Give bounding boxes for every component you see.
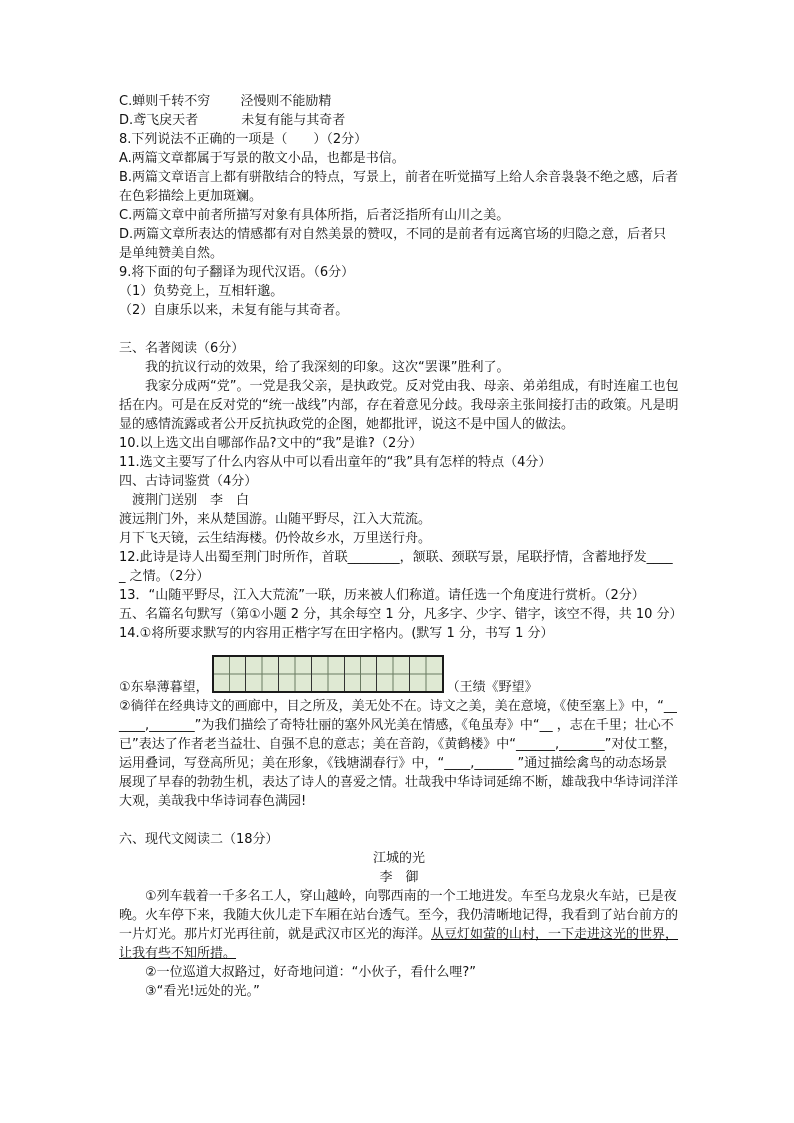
poem-title: 渡荆门送别 李 白 — [132, 493, 250, 508]
question-10: 10.以上选文出自哪部作品?文中的“我”是谁?（2分） — [119, 436, 423, 451]
question-12: 12.此诗是诗人出蜀至荆门时所作，首联________，颔联、颈联写景，尾联抒情，含蓄地抒发_____ 之情。（2分） — [119, 550, 673, 584]
passage-3-para-1: 我的抗议行动的效果，给了我深刻的印象。这次“罢课”胜利了。 — [145, 360, 510, 375]
tian-grid-cell[interactable] — [345, 657, 378, 691]
q9-item-1: （1）负势竞上，互相轩邈。 — [119, 284, 284, 299]
tian-grid-cell[interactable] — [410, 657, 442, 691]
q8-option-c: C.两篇文章中前者所描写对象有具体所指，后者泛指所有山川之美。 — [119, 208, 510, 223]
article-para-1-underlined: 从豆灯如萤的山村，一下走进这光的世界，让我有些不知所措。 — [119, 927, 679, 961]
q8-option-a: A.两篇文章都属于写景的散文小品，也都是书信。 — [119, 151, 405, 166]
q14-grid-row — [119, 649, 679, 697]
article-title: 江城的光 — [372, 851, 425, 866]
article-para-3: ③“看光!远处的光。” — [145, 984, 260, 999]
question-8: 8.下列说法不正确的一项是（ ）（2分） — [119, 132, 368, 147]
exam-content — [119, 92, 683, 1001]
q9-item-2: （2）自康乐以来，未复有能与其奇者。 — [119, 303, 349, 318]
poem-line-1: 渡远荆门外，来从楚国游。山随平野尽，江入大荒流。 — [119, 512, 432, 527]
tian-grid-cell[interactable] — [246, 657, 279, 691]
option-d-line: D.鸢飞戾天者 未复有能与其奇者 — [119, 113, 346, 128]
question-13: 13．“山随平野尽，江入大荒流”一联，历来被人们称道。请任选一个角度进行赏析。（2分） — [119, 588, 645, 603]
q14-1-source: （王绩《野望》 — [446, 680, 538, 695]
tian-grid-cell[interactable] — [279, 657, 312, 691]
article-para-1-text: ①列车载着一千多名工人，穿山越岭，向鄂西南的一个工地进发。车至乌龙泉火车站，已是夜晚。火车停下来，我随大伙儿走下车厢在站台透气。至今，我仍清晰地记得，我看到了站台前方的一片灯光。那片灯光再往前，就是武汉市区光的海洋。 — [119, 889, 679, 942]
section-5-heading: 五、名篇名句默写（第①小题 2 分，其余每空 1 分，凡多字、少字、错字，该空不得，共 10 分） — [119, 607, 683, 622]
section-6-heading: 六、现代文阅读二（18分） — [119, 832, 279, 847]
question-14: 14.①将所要求默写的内容用正楷字写在田字格内。(默写 1 分，书写 1 分） — [119, 626, 554, 641]
section-3-heading: 三、名著阅读（6分） — [119, 341, 245, 356]
question-9: 9.将下面的句子翻译为现代汉语。（6分） — [119, 265, 355, 280]
tian-grid-cell[interactable] — [214, 657, 247, 691]
article-para-2: ②一位巡道大叔路过，好奇地问道：“小伙子，看什么哩?” — [145, 965, 477, 980]
poem-line-2: 月下飞天镜，云生结海楼。仍怜故乡水，万里送行舟。 — [119, 531, 432, 546]
section-4-heading: 四、古诗词鉴赏（4分） — [119, 474, 258, 489]
q14-item-2: ②徜徉在经典诗文的画廊中，目之所及，美无处不在。诗文之美，美在意境，《使至塞上》中，“______,_______”为我们描绘了奇特壮丽的塞外风光美在情感，《龟虽寿》中“__ ，志在千里；壮心不已”表达了作者老当益壮、自强不息的意志；美在音韵，《黄鹤楼》中“______,_______”对仗工整，运用叠词，写登高所见；美在形象，《钱塘湖春行》中，“____,______ ”通过描绘禽鸟的动态场景展现了早春的勃勃生机，表达了诗人的喜爱之情。壮哉我中华诗词延绵不断，雄哉我中华诗词洋洋大观，美哉我中华诗词春色满园! — [119, 699, 679, 809]
q8-option-b: B.两篇文章语言上都有骈散结合的特点，写景上，前者在听觉描写上给人余音袅袅不绝之感，后者在色彩描绘上更加斑斓。 — [119, 170, 679, 204]
option-c-line: C.蝉则千转不穷 泾慢则不能励精 — [119, 94, 332, 109]
passage-3-para-2: 我家分成两“党”。一党是我父亲，是执政党。反对党由我、母亲、弟弟组成，有时连雇工也包括在内。可是在反对党的“统一战线”内部，存在着意见分歧。我母亲主张间接打击的政策。凡是明显的感情流露或者公开反抗执政党的企图，她都批评，说这不是中国人的做法。 — [119, 379, 679, 432]
article-para-1 — [119, 887, 679, 963]
q14-1-prompt: ①东皋薄暮望， — [119, 680, 209, 695]
q8-option-d: D.两篇文章所表达的情感都有对自然美景的赞叹，不同的是前者有远离官场的归隐之意，后者只是单纯赞美自然。 — [119, 227, 667, 261]
question-11: 11.选文主要写了什么内容从中可以看出童年的“我”具有怎样的特点（4分） — [119, 455, 552, 470]
tian-grid-cell[interactable] — [312, 657, 345, 691]
tian-grid-cell[interactable] — [377, 657, 410, 691]
article-author: 李 御 — [379, 870, 419, 885]
tian-grid-answer-box[interactable] — [212, 655, 444, 693]
